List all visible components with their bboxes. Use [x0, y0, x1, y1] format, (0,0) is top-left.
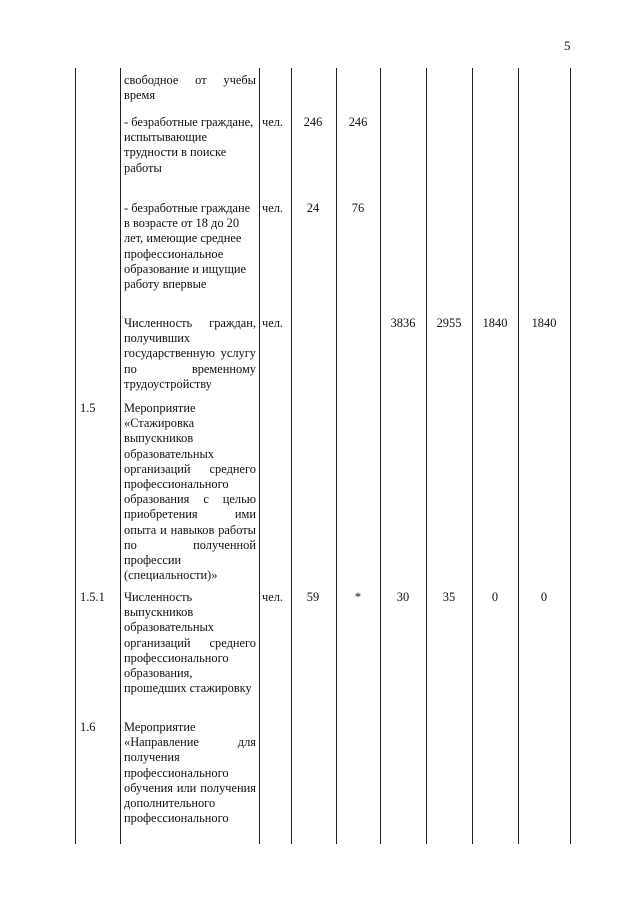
page-number: 5 — [564, 38, 571, 53]
row-description: Численность граждан, получивших государственную услугу по временному трудоустройству — [124, 316, 256, 391]
table-border-left — [75, 68, 76, 844]
row-value: 76 — [351, 201, 365, 215]
column-divider — [518, 68, 519, 844]
row-value: * — [354, 590, 362, 604]
row-value: 0 — [491, 590, 499, 604]
row-value: 3836 — [390, 316, 416, 330]
row-unit: чел. — [262, 115, 284, 129]
column-divider — [336, 68, 337, 844]
row-description: Мероприятие «Стажировка выпускников образовательных организаций среднего профессионального образования с целью приобретения ими опыта и навыков работы по полученной профессии (специальности)» — [124, 401, 256, 583]
row-value: 35 — [442, 590, 456, 604]
row-value: 0 — [540, 590, 548, 604]
row-description: Численность выпускников образовательных организаций среднего профессионального образования, прошедших стажировку — [124, 590, 256, 696]
column-divider — [120, 68, 121, 844]
column-divider — [472, 68, 473, 844]
row-description: - безработные граждане в возрасте от 18 до 20 лет, имеющие среднее профессиональное образование и ищущие работу впервые — [124, 201, 251, 292]
row-code: 1.5.1 — [80, 590, 105, 604]
row-value: 246 — [303, 115, 323, 129]
column-divider — [426, 68, 427, 844]
row-value: 2955 — [436, 316, 462, 330]
row-value: 246 — [348, 115, 368, 129]
row-value: 59 — [306, 590, 320, 604]
row-value: 1840 — [482, 316, 508, 330]
row-value: 24 — [306, 201, 320, 215]
row-unit: чел. — [262, 316, 284, 330]
row-unit: чел. — [262, 201, 284, 215]
row-value: 1840 — [531, 316, 557, 330]
row-description: - безработные граждане, испытывающие трудности в поиске работы — [124, 115, 254, 175]
column-divider — [259, 68, 260, 844]
row-unit: чел. — [262, 590, 284, 604]
row-value: 30 — [396, 590, 410, 604]
table-border-right — [570, 68, 571, 844]
row-description: свободное от учебы время — [124, 73, 256, 103]
row-description: Мероприятие «Направление для получения профессионального обучения или получения дополнительного профессионального — [124, 720, 256, 826]
column-divider — [380, 68, 381, 844]
column-divider — [291, 68, 292, 844]
row-code: 1.6 — [80, 720, 96, 734]
row-code: 1.5 — [80, 401, 96, 415]
